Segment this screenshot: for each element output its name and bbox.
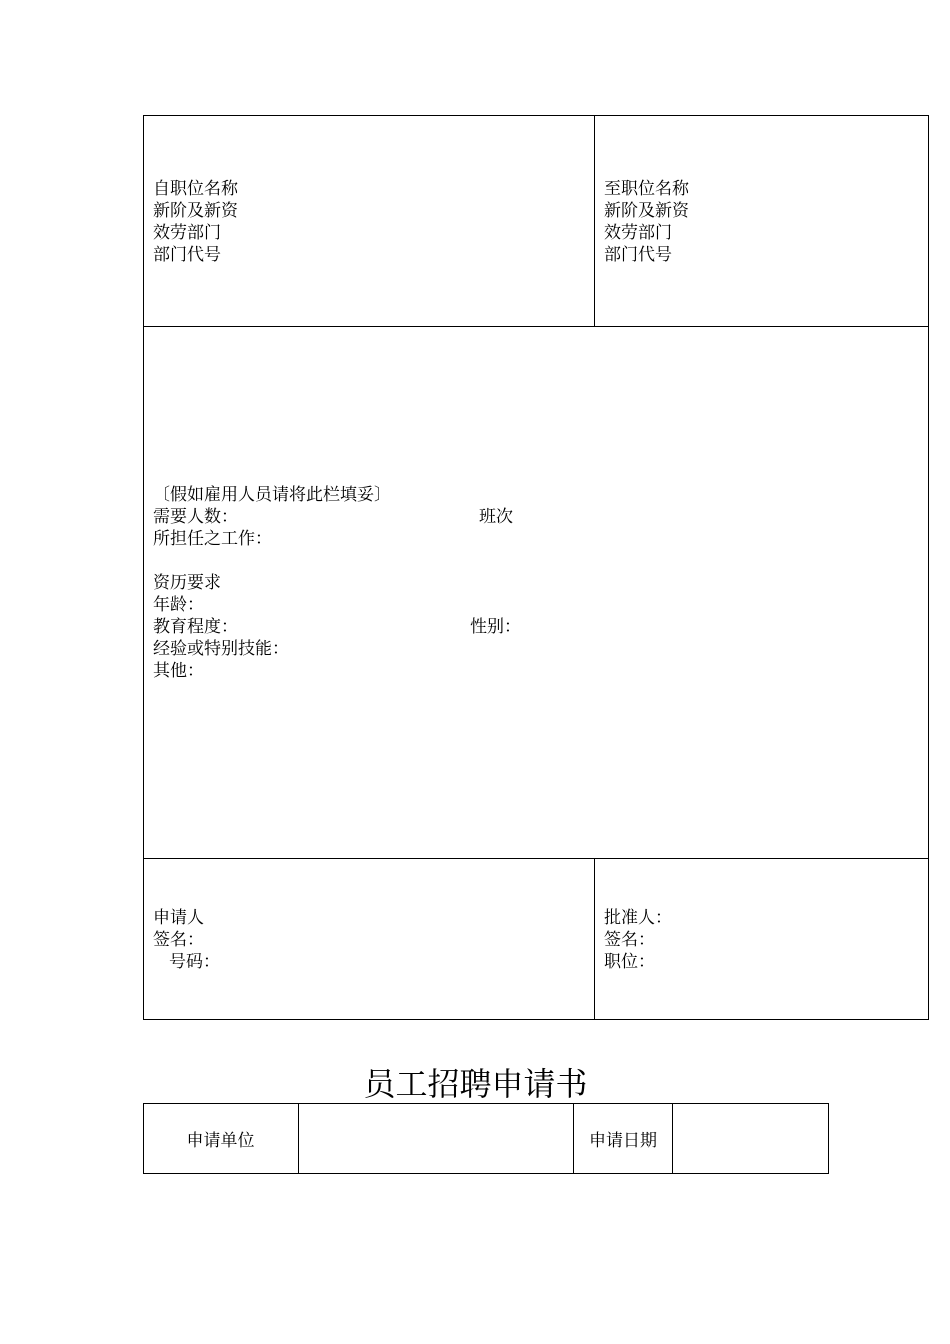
approver-position-label: 职位：	[604, 952, 655, 972]
approver-label: 批准人：	[604, 908, 672, 928]
row-divider	[143, 858, 929, 859]
to-dept-label: 效劳部门	[604, 223, 672, 243]
gender-label: 性别：	[470, 617, 521, 637]
date-label: 申请日期	[589, 1131, 657, 1151]
row-divider	[143, 326, 929, 327]
form-table	[143, 115, 929, 1020]
hiring-note: 〔假如雇用人员请将此栏填妥〕	[153, 485, 391, 505]
skills-label: 经验或特别技能：	[153, 639, 289, 659]
applicant-number-label: 号码：	[169, 952, 220, 972]
other-label: 其他：	[153, 661, 204, 681]
form-title: 员工招聘申请书	[363, 1065, 588, 1103]
from-dept-label: 效劳部门	[153, 223, 221, 243]
column-divider	[594, 115, 595, 326]
approver-signature-label: 签名：	[604, 930, 655, 950]
qualifications-heading: 资历要求	[153, 573, 221, 593]
applicant-label: 申请人	[153, 908, 204, 928]
shift-label: 班次	[479, 507, 513, 527]
from-grade-label: 新阶及新资	[153, 201, 238, 221]
applicant-signature-label: 签名：	[153, 930, 204, 950]
to-code-label: 部门代号	[604, 245, 672, 265]
from-position-label: 自职位名称	[153, 179, 238, 199]
headcount-label: 需要人数：	[153, 507, 238, 527]
to-position-label: 至职位名称	[604, 179, 689, 199]
column-divider	[594, 858, 595, 1020]
unit-label: 申请单位	[186, 1131, 255, 1151]
to-grade-label: 新阶及新资	[604, 201, 689, 221]
education-label: 教育程度：	[153, 617, 238, 637]
date-field[interactable]	[673, 1104, 828, 1173]
duties-label: 所担任之工作：	[153, 529, 272, 549]
age-label: 年龄：	[153, 595, 204, 615]
from-code-label: 部门代号	[153, 245, 221, 265]
unit-field[interactable]	[299, 1104, 573, 1173]
